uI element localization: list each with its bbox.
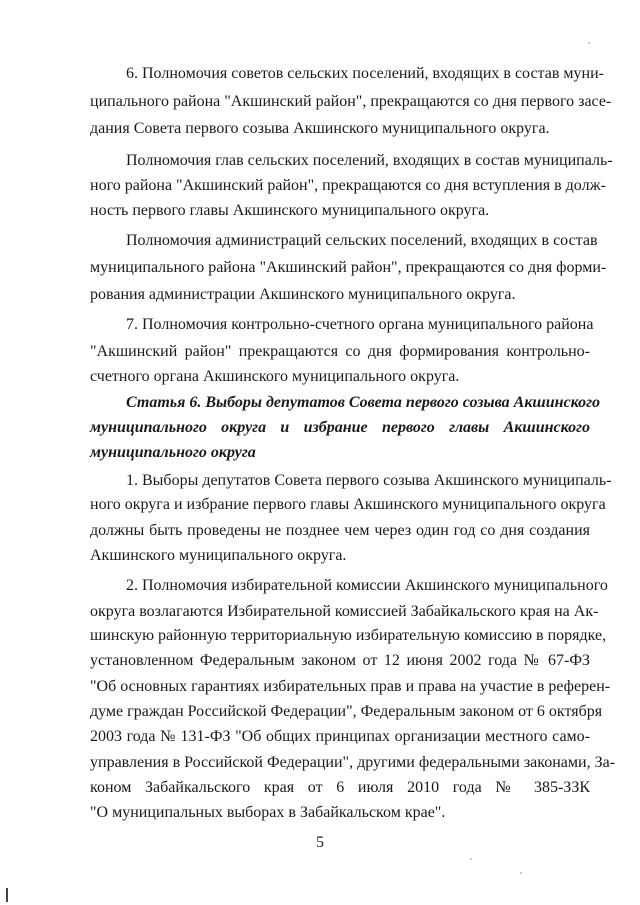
text-line: Акшинского муниципального округа. [90,547,347,564]
text-line: "Об основных гарантиях избирательных прав и права на участие в референ- [90,678,611,695]
text-line: рования администрации Акшинского муниципального округа. [90,286,516,303]
text-line: муниципального района "Акшинский район", прекращаются со дня форми- [90,259,607,276]
scan-speck [588,42,590,44]
text-line: ность первого главы Акшинского муниципального округа. [90,202,490,219]
text-line: ципального района "Акшинский район", прекращаются со дня первого засе- [90,93,612,110]
text-line: думе граждан Российской Федерации", Федеральным законом от 6 октября [90,703,603,720]
scan-speck [520,872,522,874]
scan-speck [470,858,472,860]
page-number: 5 [316,834,324,851]
text-line: 6. Полномочия советов сельских поселений, входящих в состав муни- [126,65,604,82]
text-line: Полномочия глав сельских поселений, входящих в состав муниципаль- [126,152,613,169]
text-line: управления в Российской Федерации", другими федеральными законами, За- [90,754,616,771]
text-line: коном Забайкальского края от 6 июля 2010 года № 385-ЗЗК [90,779,590,796]
text-line: шинскую районную территориальную избирательную комиссию в порядке, [90,627,607,644]
text-line: счетного органа Акшинского муниципального округа. [90,368,460,385]
text-line: дания Совета первого созыва Акшинского муниципального округа. [90,120,550,137]
text-line: 2003 года № 131-ФЗ "Об общих принципах организации местного само- [90,728,590,745]
scan-margin-mark [6,888,8,902]
text-line: ного округа и избрание первого главы Акшинского муниципального округа [90,496,606,513]
text-line: округа возлагаются Избирательной комиссией Забайкальского края на Ак- [90,603,599,620]
article-heading-line: муниципального округа и избрание первого главы Акшинского [90,419,590,436]
text-line: 2. Полномочия избирательной комиссии Акшинского муниципального [126,577,608,594]
text-line: установленном Федеральным законом от 12 июня 2002 года № 67-ФЗ [90,652,590,669]
text-line: "О муниципальных выборах в Забайкальском крае". [90,804,446,821]
text-line: "Акшинский район" прекращаются со дня формирования контрольно- [90,343,590,360]
article-heading-line: Статья 6. Выборы депутатов Совета первого созыва Акшинского [126,394,601,411]
text-line: 1. Выборы депутатов Совета первого созыва Акшинского муниципаль- [126,472,612,489]
text-line: должны быть проведены не позднее чем через один год со дня создания [90,522,590,539]
text-line: 7. Полномочия контрольно-счетного органа муниципального района [126,316,594,333]
text-line: ного района "Акшинский район", прекращаются со дня вступления в долж- [90,177,606,194]
text-line: Полномочия администраций сельских поселений, входящих в состав [126,232,598,249]
article-heading-line: муниципального округа [90,444,256,461]
